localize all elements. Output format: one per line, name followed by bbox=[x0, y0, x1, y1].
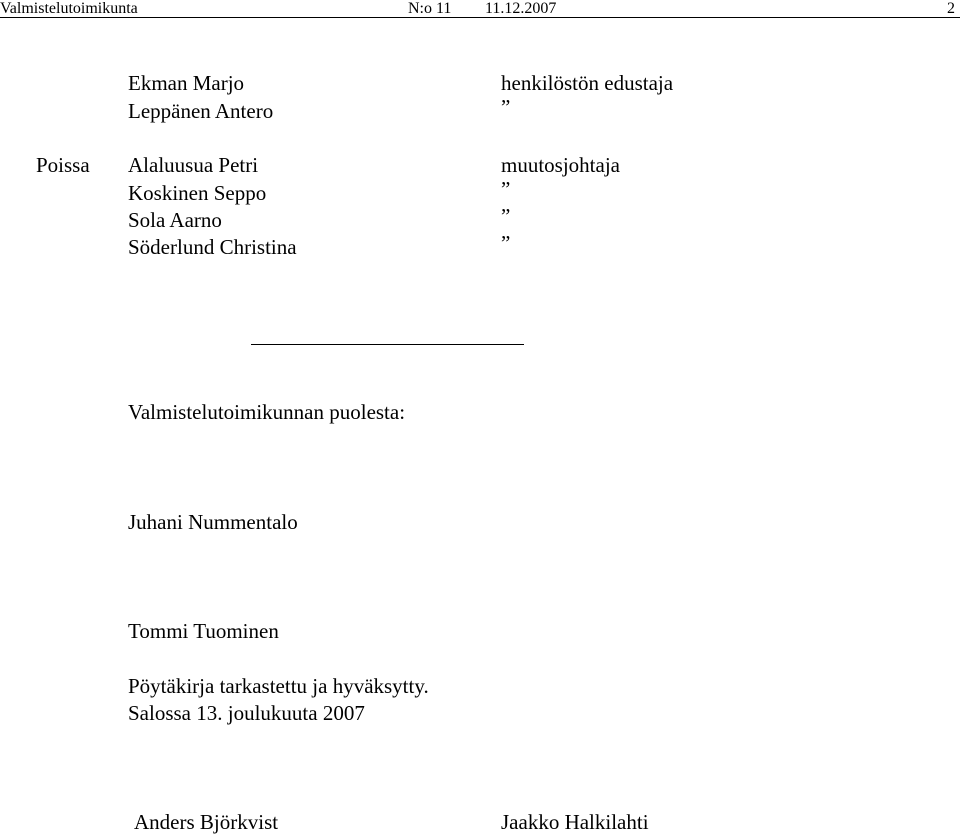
signatory-name: Tommi Tuominen bbox=[128, 619, 279, 643]
verifier-name: Anders Björkvist bbox=[134, 810, 279, 834]
attendee-name: Ekman Marjo bbox=[128, 71, 245, 95]
separator-line bbox=[251, 344, 524, 345]
absent-role: ” bbox=[501, 231, 511, 255]
header-rule bbox=[0, 17, 960, 18]
attendee-name: Leppänen Antero bbox=[128, 99, 274, 123]
header-date: 11.12.2007 bbox=[485, 0, 557, 17]
header-org: Valmistelutoimikunta bbox=[0, 0, 138, 17]
verifier-name: Jaakko Halkilahti bbox=[501, 810, 649, 834]
on-behalf-label: Valmistelutoimikunnan puolesta: bbox=[128, 400, 406, 424]
absent-name: Söderlund Christina bbox=[128, 235, 297, 259]
absent-role: ” bbox=[501, 177, 511, 201]
approval-statement: Pöytäkirja tarkastettu ja hyväksytty. bbox=[128, 674, 429, 698]
absent-role: muutosjohtaja bbox=[501, 153, 620, 177]
absent-name: Sola Aarno bbox=[128, 208, 222, 232]
approval-place-date: Salossa 13. joulukuuta 2007 bbox=[128, 701, 365, 725]
absent-name: Alaluusua Petri bbox=[128, 153, 259, 177]
header-meeting-no: N:o 11 bbox=[408, 0, 452, 17]
absent-label: Poissa bbox=[36, 153, 90, 177]
attendee-role: ” bbox=[501, 95, 511, 119]
header-page-number: 2 bbox=[947, 0, 955, 17]
absent-name: Koskinen Seppo bbox=[128, 181, 267, 205]
attendee-role: henkilöstön edustaja bbox=[501, 71, 674, 95]
signatory-name: Juhani Nummentalo bbox=[128, 510, 298, 534]
absent-role: ” bbox=[501, 204, 511, 228]
